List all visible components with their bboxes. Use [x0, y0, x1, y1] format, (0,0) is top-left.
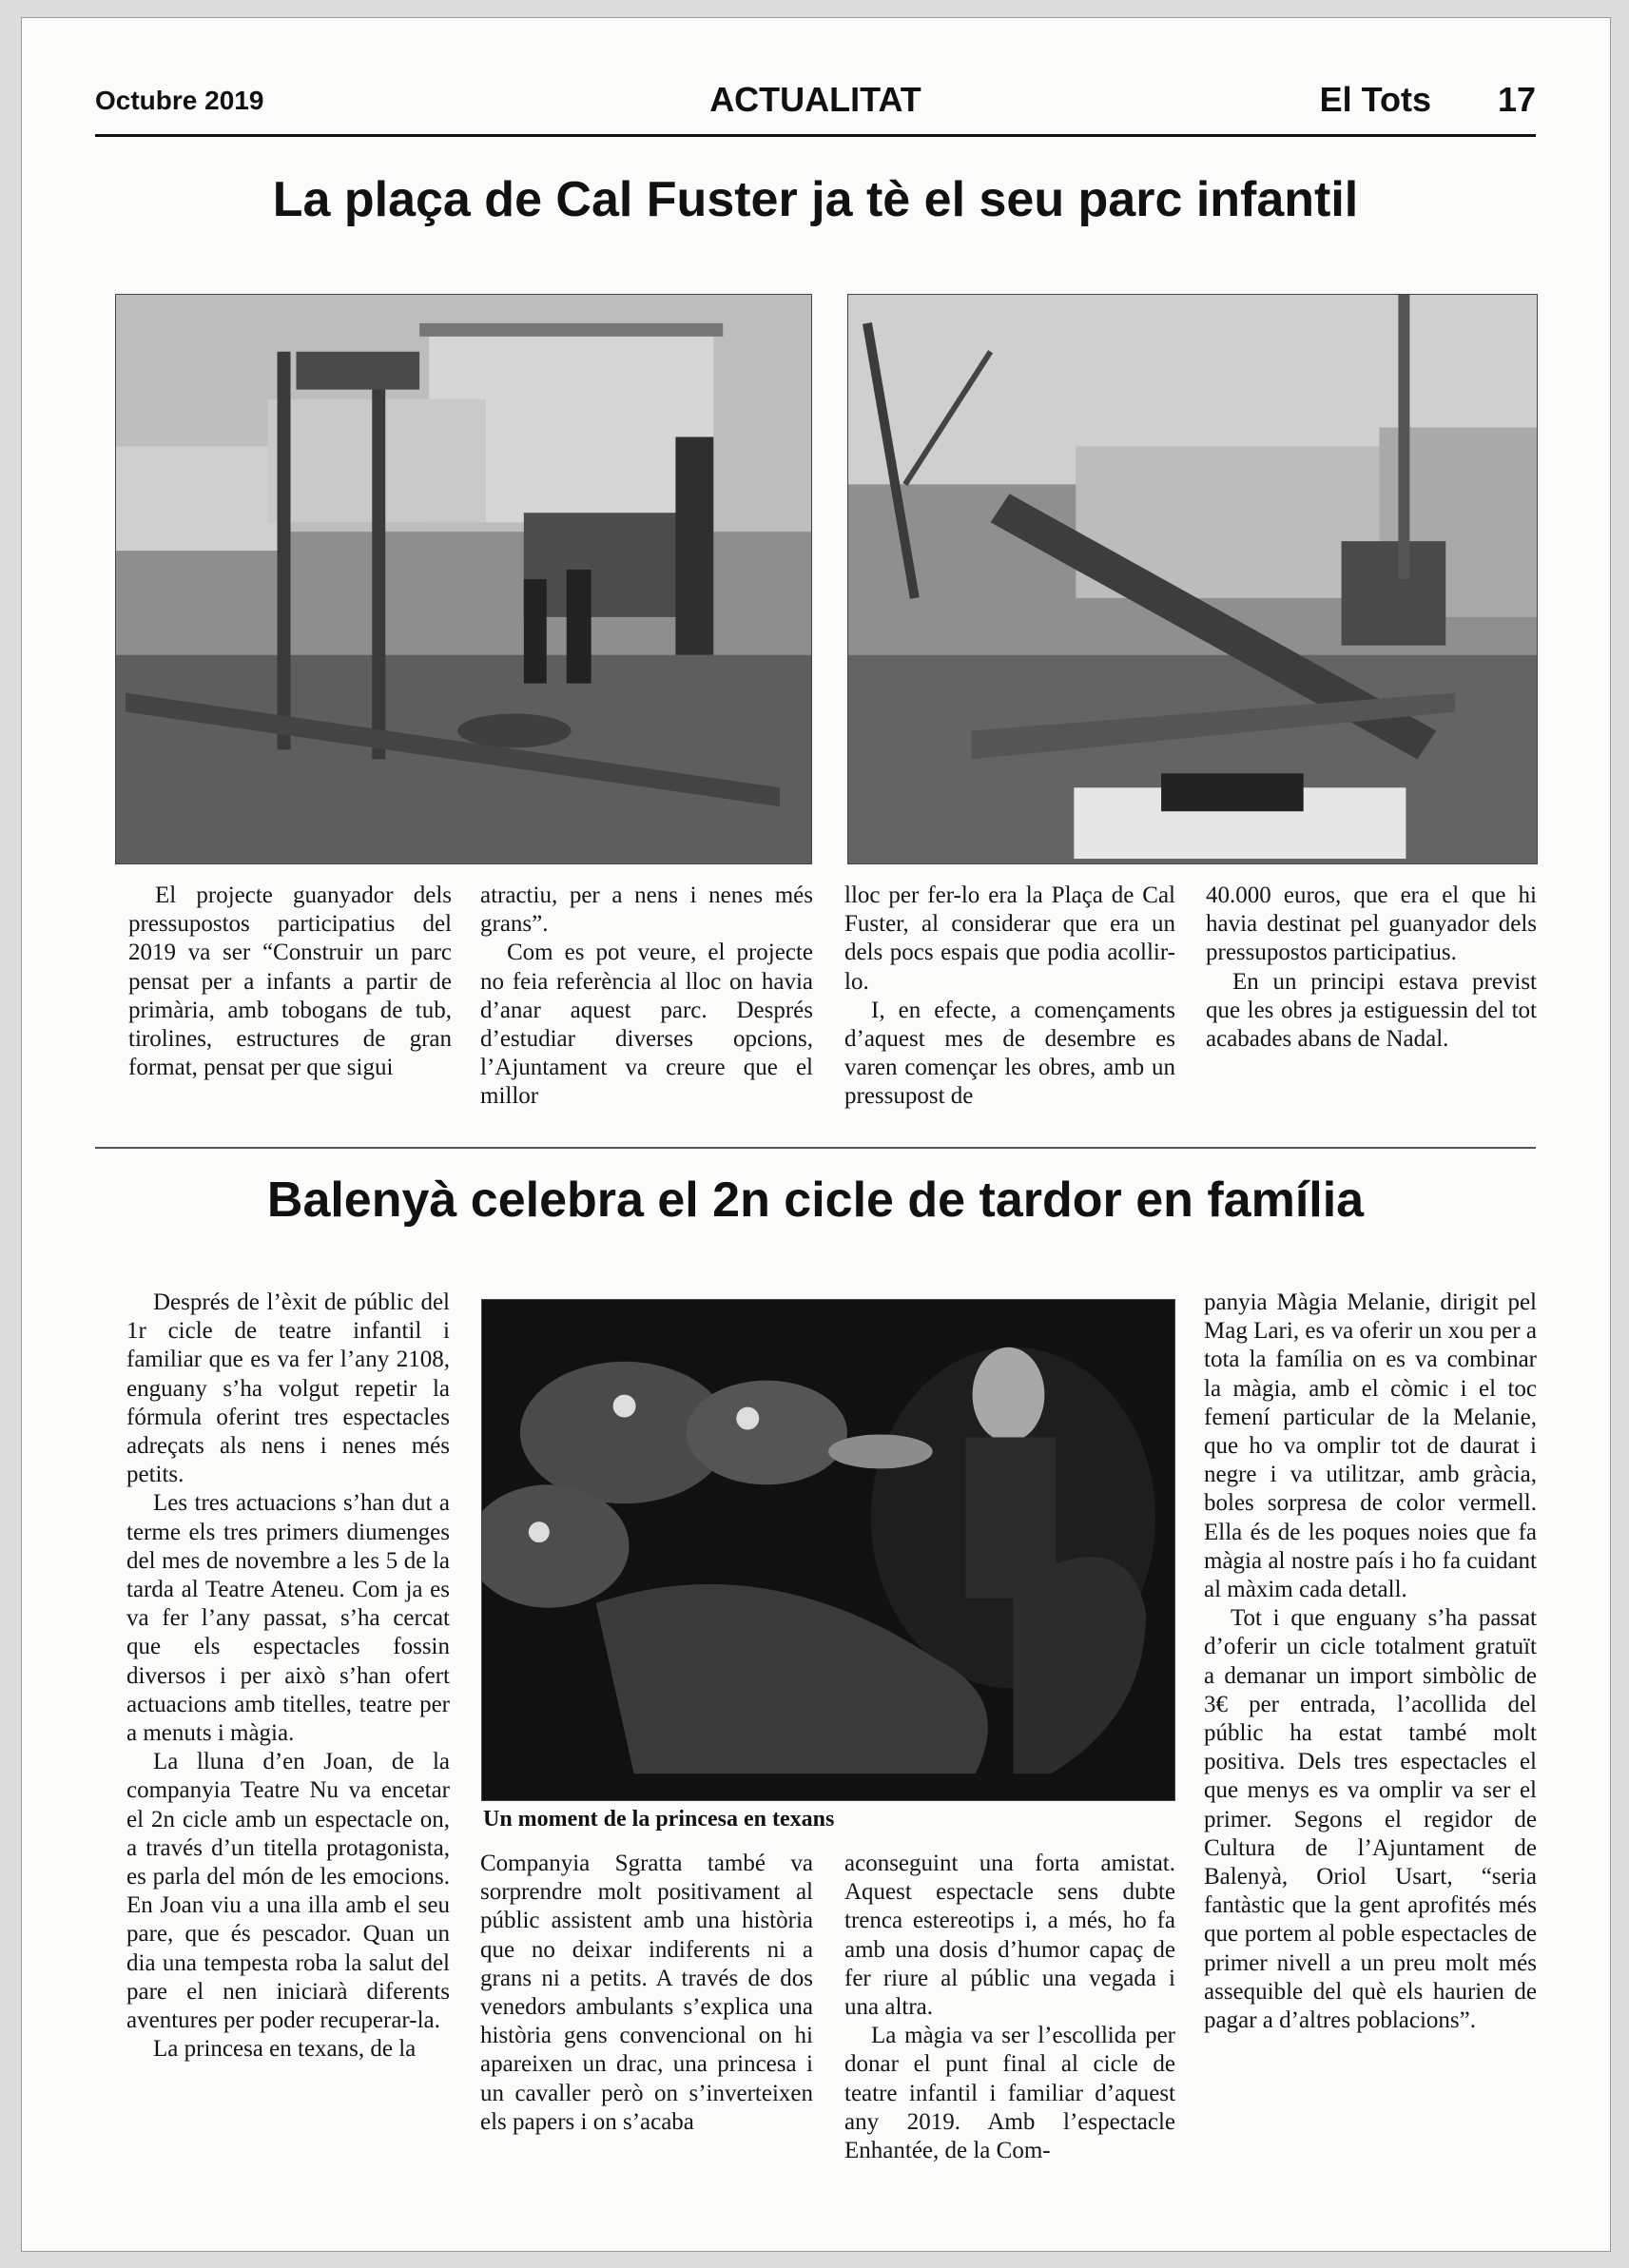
article1-headline: La plaça de Cal Fuster ja tè el seu parc infantil [272, 172, 1359, 227]
puppet-show-photo [481, 1299, 1175, 1801]
paragraph: El projecte guanyador dels pressupostos participatius del 2019 va ser “Construir un parc pensat per a infants a partir de primària, amb tobogans de tub, tirolines, estructures de gran format, pensat per que sigui [128, 882, 452, 1081]
issue-date: Octubre 2019 [95, 86, 264, 115]
paragraph: I, en efecte, a començaments d’aquest mes de desembre es varen començar les obres, amb un pressupost de [844, 997, 1175, 1110]
playground-photo-left [115, 294, 812, 864]
page-header [95, 72, 1536, 129]
paragraph: 40.000 euros, que era el que hi havia destinat pel guanyador dels pressupostos participatius. [1206, 882, 1537, 966]
paragraph: En un principi estava previst que les obres ja estiguessin del tot acabades abans de Nadal. [1206, 968, 1537, 1053]
article1-column-2 [480, 882, 813, 1119]
paragraph: lloc per fer-lo era la Plaça de Cal Fuster, al considerar que era un dels pocs espais que podia acollir-lo. [844, 882, 1175, 995]
section-title: ACTUALITAT [709, 80, 921, 119]
article2-column-2 [480, 1850, 813, 2173]
paragraph: Companyia Sgratta també va sorprendre molt positivament al públic assistent amb una història que no deixar indiferents ni a grans ni a petits. A través de dos venedors ambulants s’explica una història gens convencional on hi apareixen un drac, una princesa i un cavaller però on s’inverteixen els papers i on s’acaba [480, 1851, 813, 2135]
paragraph: Les tres actuacions s’han dut a terme els tres primers diumenges del mes de novembre a les 5 de la tarda al Teatre Ateneu. Com ja es va fer l’any passat, s’ha cercat que els espectacles fossin diversos i per això s’han ofert actuacions amb titelles, teatre per a menuts i màgia. [126, 1490, 450, 1747]
page-number: 17 [1497, 80, 1536, 119]
paragraph: Tot i que enguany s’ha passat d’oferir un cicle totalment gratuït a demanar un import simbòlic de 3€ per entrada, l’acollida del públic ha estat també molt positiva. Dels tres espectacles el que menys es va omplir va ser el primer. Segons el regidor de Cultura de l’Ajuntament de Balenyà, Oriol Usart, “seria fantàstic que la gent aprofités més que portem al poble espectacles de primer nivell a un preu molt més assequible del què els haurien de pagar a d’altres poblacions”. [1204, 1605, 1537, 2034]
photo-caption: Un moment de la princesa en texans [483, 1807, 835, 1832]
article2-headline: Balenyà celebra el 2n cicle de tardor en família [266, 1173, 1365, 1228]
article1-column-1 [128, 882, 452, 1119]
playground-photo-right [847, 294, 1538, 864]
header-rule [95, 134, 1536, 137]
publication-name: El Tots [1319, 80, 1431, 119]
article1-column-4 [1206, 882, 1537, 1119]
article2-column-3 [844, 1850, 1175, 2173]
paragraph: atractiu, per a nens i nenes més grans”. [480, 882, 813, 938]
article2-column-4 [1204, 1289, 1537, 2173]
paragraph: Després de l’èxit de públic del 1r cicle de teatre infantil i familiar que es va fer l’any 2108, enguany s’ha volgut repetir la fórmula oferint tres espectacles adreçats als nens i nenes més petits. [126, 1289, 450, 1488]
article1-column-3 [844, 882, 1175, 1119]
paragraph: La lluna d’en Joan, de la companyia Teatre Nu va encetar el 2n cicle amb un espectacle on, a través d’un titella protagonista, es parla del món de les emocions. En Joan viu a una illa amb el seu pare, que és pescador. Quan un dia una tempesta roba la salut del pare el nen iniciarà diferents aventures per poder recuperar-la. [126, 1749, 450, 2034]
paragraph: panyia Màgia Melanie, dirigit pel Mag Lari, es va oferir un xou per a tota la família on es va combinar la màgia, amb el còmic i el toc femení particular de la Melanie, que ho va omplir tot de daurat i negre i va utilitzar, amb gràcia, boles sorpresa de color vermell. Ella és de les poques noies que fa màgia al nostre país i ho fa cuidant al màxim cada detall. [1204, 1289, 1537, 1603]
paragraph: Com es pot veure, el projecte no feia referència al lloc on havia d’anar aquest parc. Després d’estudiar diverses opcions, l’Ajuntament va creure que el millor [480, 940, 813, 1110]
article-divider [95, 1147, 1536, 1149]
paragraph: aconseguint una forta amistat. Aquest espectacle sens dubte trenca estereotips i, a més, ho fa amb una dosis d’humor capaç de fer riure al públic una vegada i una altra. [844, 1851, 1175, 2021]
paragraph: La princesa en texans, de la [153, 2036, 417, 2063]
paragraph: La màgia va ser l’escollida per donar el punt final al cicle de teatre infantil i familiar d’aquest any 2019. Amb l’espectacle Enhantée, de la Com- [844, 2023, 1175, 2164]
article2-column-1 [126, 1289, 450, 2173]
